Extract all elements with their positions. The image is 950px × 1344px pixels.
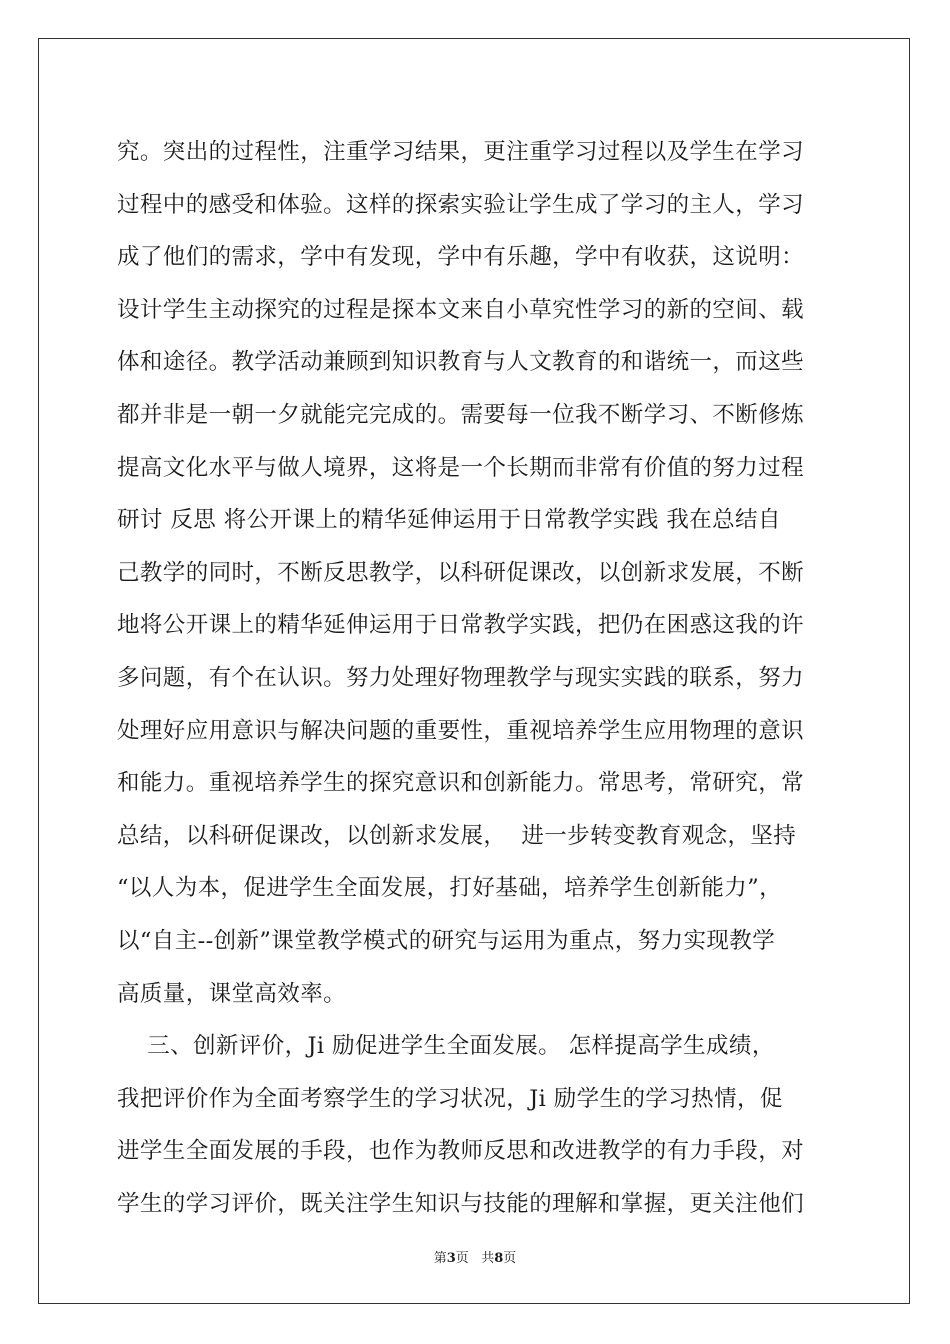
text-line: 我把评价作为全面考察学生的学习状况，Ji 励学生的学习热情，促 <box>117 1085 783 1112</box>
text-line: 总结，以科研促课改，以创新求发展， 进一步转变教育观念，坚持 <box>117 822 797 849</box>
text-line: 都并非是一朝一夕就能完完成的。需要每一位我不断学习、不断修炼 <box>117 401 805 428</box>
text-line: 三、创新评价，Ji 励促进学生全面发展。 怎样提高学生成绩， <box>117 1033 775 1060</box>
text-line: 究。突出的过程性，注重学习结果，更注重学习过程以及学生在学习 <box>117 139 805 165</box>
text-line: 多问题，有个在认识。努力处理好物理教学与现实实践的联系，努力 <box>117 664 805 691</box>
total-pages-prefix: 共 <box>481 1251 495 1266</box>
total-pages-number: 8 <box>494 1251 504 1266</box>
text-line: 地将公开课上的精华延伸运用于日常教学实践，把仍在困惑这我的许 <box>117 612 805 639</box>
text-line: 体和途径。教学活动兼顾到知识教育与人文教育的和谐统一，而这些 <box>117 349 805 376</box>
text-line: 处理好应用意识与解决问题的重要性，重视培养学生应用物理的意识 <box>117 717 805 744</box>
text-line: 设计学生主动探究的过程是探本文来自小草究性学习的新的空间、载 <box>117 296 805 323</box>
page-number-prefix: 第 <box>433 1251 447 1266</box>
page-number-suffix: 页 <box>455 1251 469 1266</box>
text-line: 己教学的同时，不断反思教学，以科研促课改，以创新求发展，不断 <box>117 559 805 586</box>
text-line: 以“自主--创新”课堂教学模式的研究与运用为重点，努力实现教学 <box>117 927 776 954</box>
text-line: 学生的学习评价，既关注学生知识与技能的理解和掌握，更关注他们 <box>117 1190 805 1217</box>
document-body <box>117 132 833 1236</box>
total-pages-suffix: 页 <box>503 1251 517 1266</box>
text-line: 进学生全面发展的手段，也作为教师反思和改进教学的有力手段，对 <box>117 1138 805 1165</box>
current-page-number: 3 <box>446 1251 456 1266</box>
text-line: 高质量，课堂高效率。 <box>117 980 347 1007</box>
text-line: 过程中的感受和体验。这样的探索实验让学生成了学习的主人，学习 <box>117 191 805 218</box>
text-line: 成了他们的需求，学中有发现，学中有乐趣，学中有收获，这说明： <box>117 244 805 271</box>
text-line: “以人为本，促进学生全面发展，打好基础，培养学生创新能力”， <box>117 875 783 902</box>
text-line: 和能力。重视培养学生的探究意识和创新能力。常思考，常研究，常 <box>117 770 805 797</box>
page-footer <box>0 1247 950 1266</box>
text-line: 提高文化水平与做人境界，这将是一个长期而非常有价值的努力过程 <box>117 454 805 481</box>
text-line: 研讨 反思 将公开课上的精华延伸运用于日常教学实践 我在总结自 <box>117 507 781 534</box>
